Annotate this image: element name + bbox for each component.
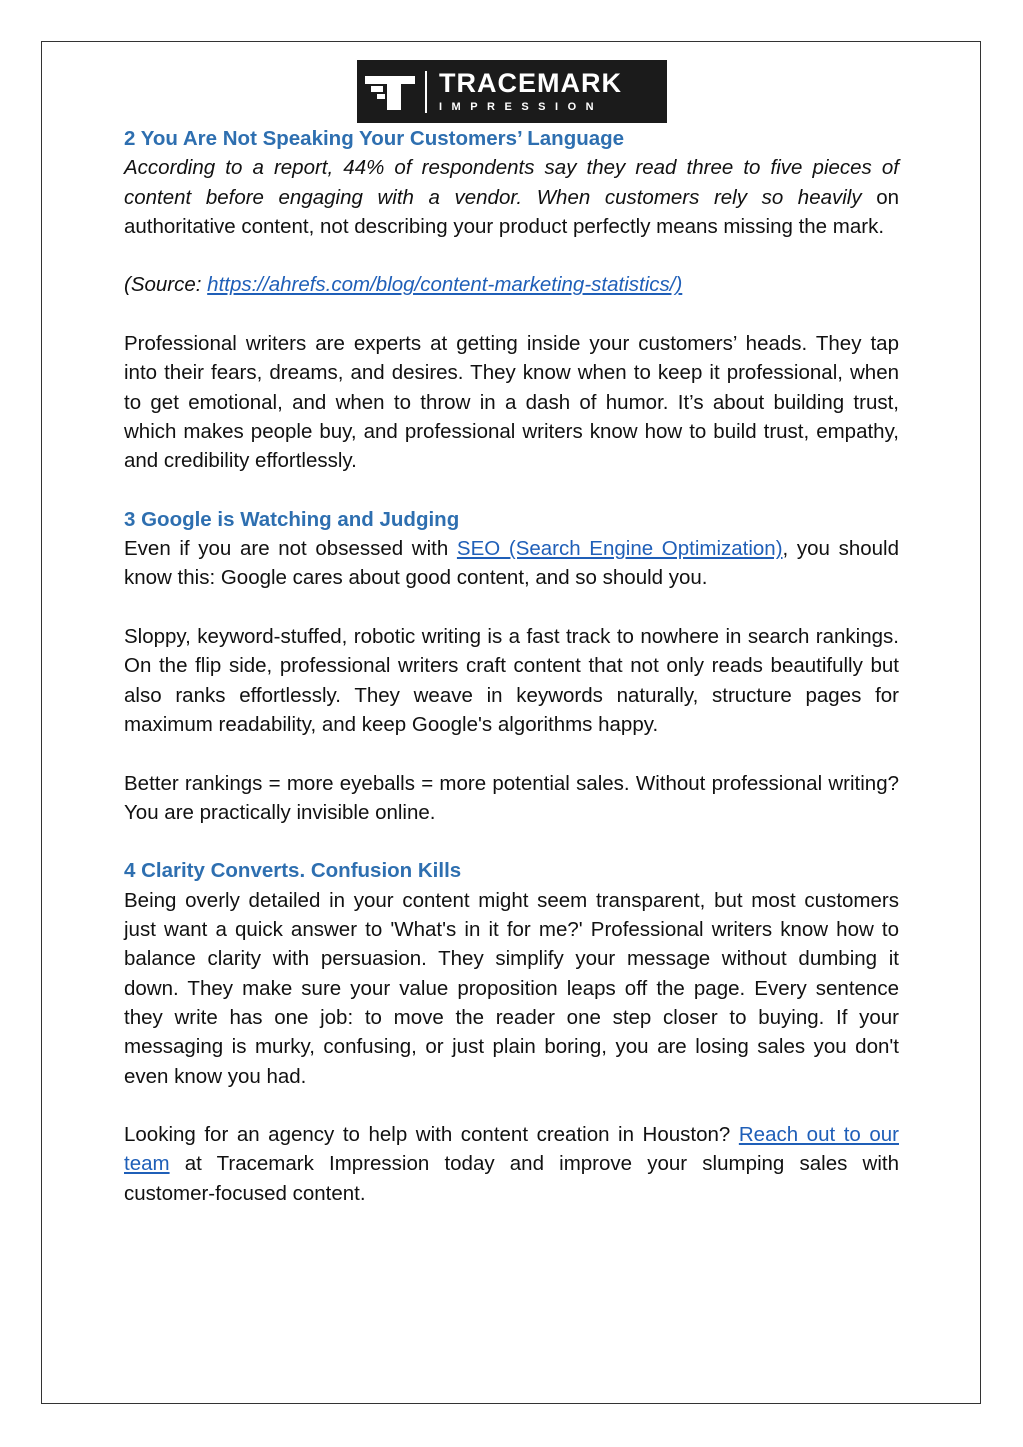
section-3-p1-before: Even if you are not obsessed with (124, 537, 457, 561)
tracemark-logo (357, 60, 667, 123)
section-2-paragraph: Professional writers are experts at getting inside your customers’ heads. They tap into their fears, dreams, and desires. They know when to keep it professional, when to get emotional, and when to throw in a dash of humor. It’s about building trust, which makes people buy, and professional writers know how to build trust, empathy, and credibility effortlessly. (124, 332, 899, 473)
section-2-intro-italic: According to a report, 44% of respondents say they read three to five pieces of content before engaging with a vendor. When customers rely so heavily (124, 156, 899, 209)
source-link[interactable]: https://ahrefs.com/blog/content-marketing-statistics/) (207, 273, 683, 297)
section-4-paragraph-1: Being overly detailed in your content might seem transparent, but most customers just want a quick answer to 'What's in it for me?' Professional writers know how to balance clarity with persuasion. They simplify your message without dumbing it down. They make sure your value proposition leaps off the page. Every sentence they write has one job: to move the reader one step closer to buying. If your messaging is murky, confusing, or just plain boring, you are losing sales you don't even know you had. (124, 888, 899, 1088)
section-2-intro-rest: on authoritative content, not describing your product perfectly means missing the mark. (124, 185, 900, 238)
section-2-intro (124, 153, 899, 241)
source-label: (Source: (124, 273, 208, 297)
section-3-heading: 3 Google is Watching and Judging (124, 507, 460, 531)
cta-paragraph (124, 1120, 899, 1208)
logo-divider (425, 71, 427, 113)
article-body (124, 124, 899, 1208)
logo-subtitle: IMPRESSION (439, 101, 604, 113)
logo-text (439, 69, 622, 114)
cta-before: Looking for an agency to help with content creation in Houston? (124, 1123, 739, 1147)
source-line (124, 270, 899, 299)
tracemark-t-icon (357, 60, 419, 123)
section-3-paragraph-3: Better rankings = more eyeballs = more potential sales. Without professional writing? You are practically invisible online. (124, 771, 899, 824)
section-3-paragraph-2: Sloppy, keyword-stuffed, robotic writing is a fast track to nowhere in search rankings. On the flip side, professional writers craft content that not only reads beautifully but also ranks effortlessly. They weave in keywords naturally, structure pages for maximum readability, and keep Google's algorithms happy. (124, 625, 899, 736)
section-2-heading: 2 You Are Not Speaking Your Customers’ Language (124, 127, 625, 150)
section-4-heading: 4 Clarity Converts. Confusion Kills (124, 859, 462, 883)
logo-name: TRACEMARK (439, 68, 622, 98)
cta-after: at Tracemark Impression today and improve your slumping sales with customer-focused content. (124, 1152, 899, 1205)
section-3-p1-after: , you should know this: Google cares about good content, and so should you. (124, 537, 899, 590)
seo-link[interactable]: SEO (Search Engine Optimization) (456, 537, 783, 561)
section-3-paragraph-1 (124, 534, 899, 593)
reach-out-link[interactable]: Reach out to our team (124, 1123, 899, 1176)
